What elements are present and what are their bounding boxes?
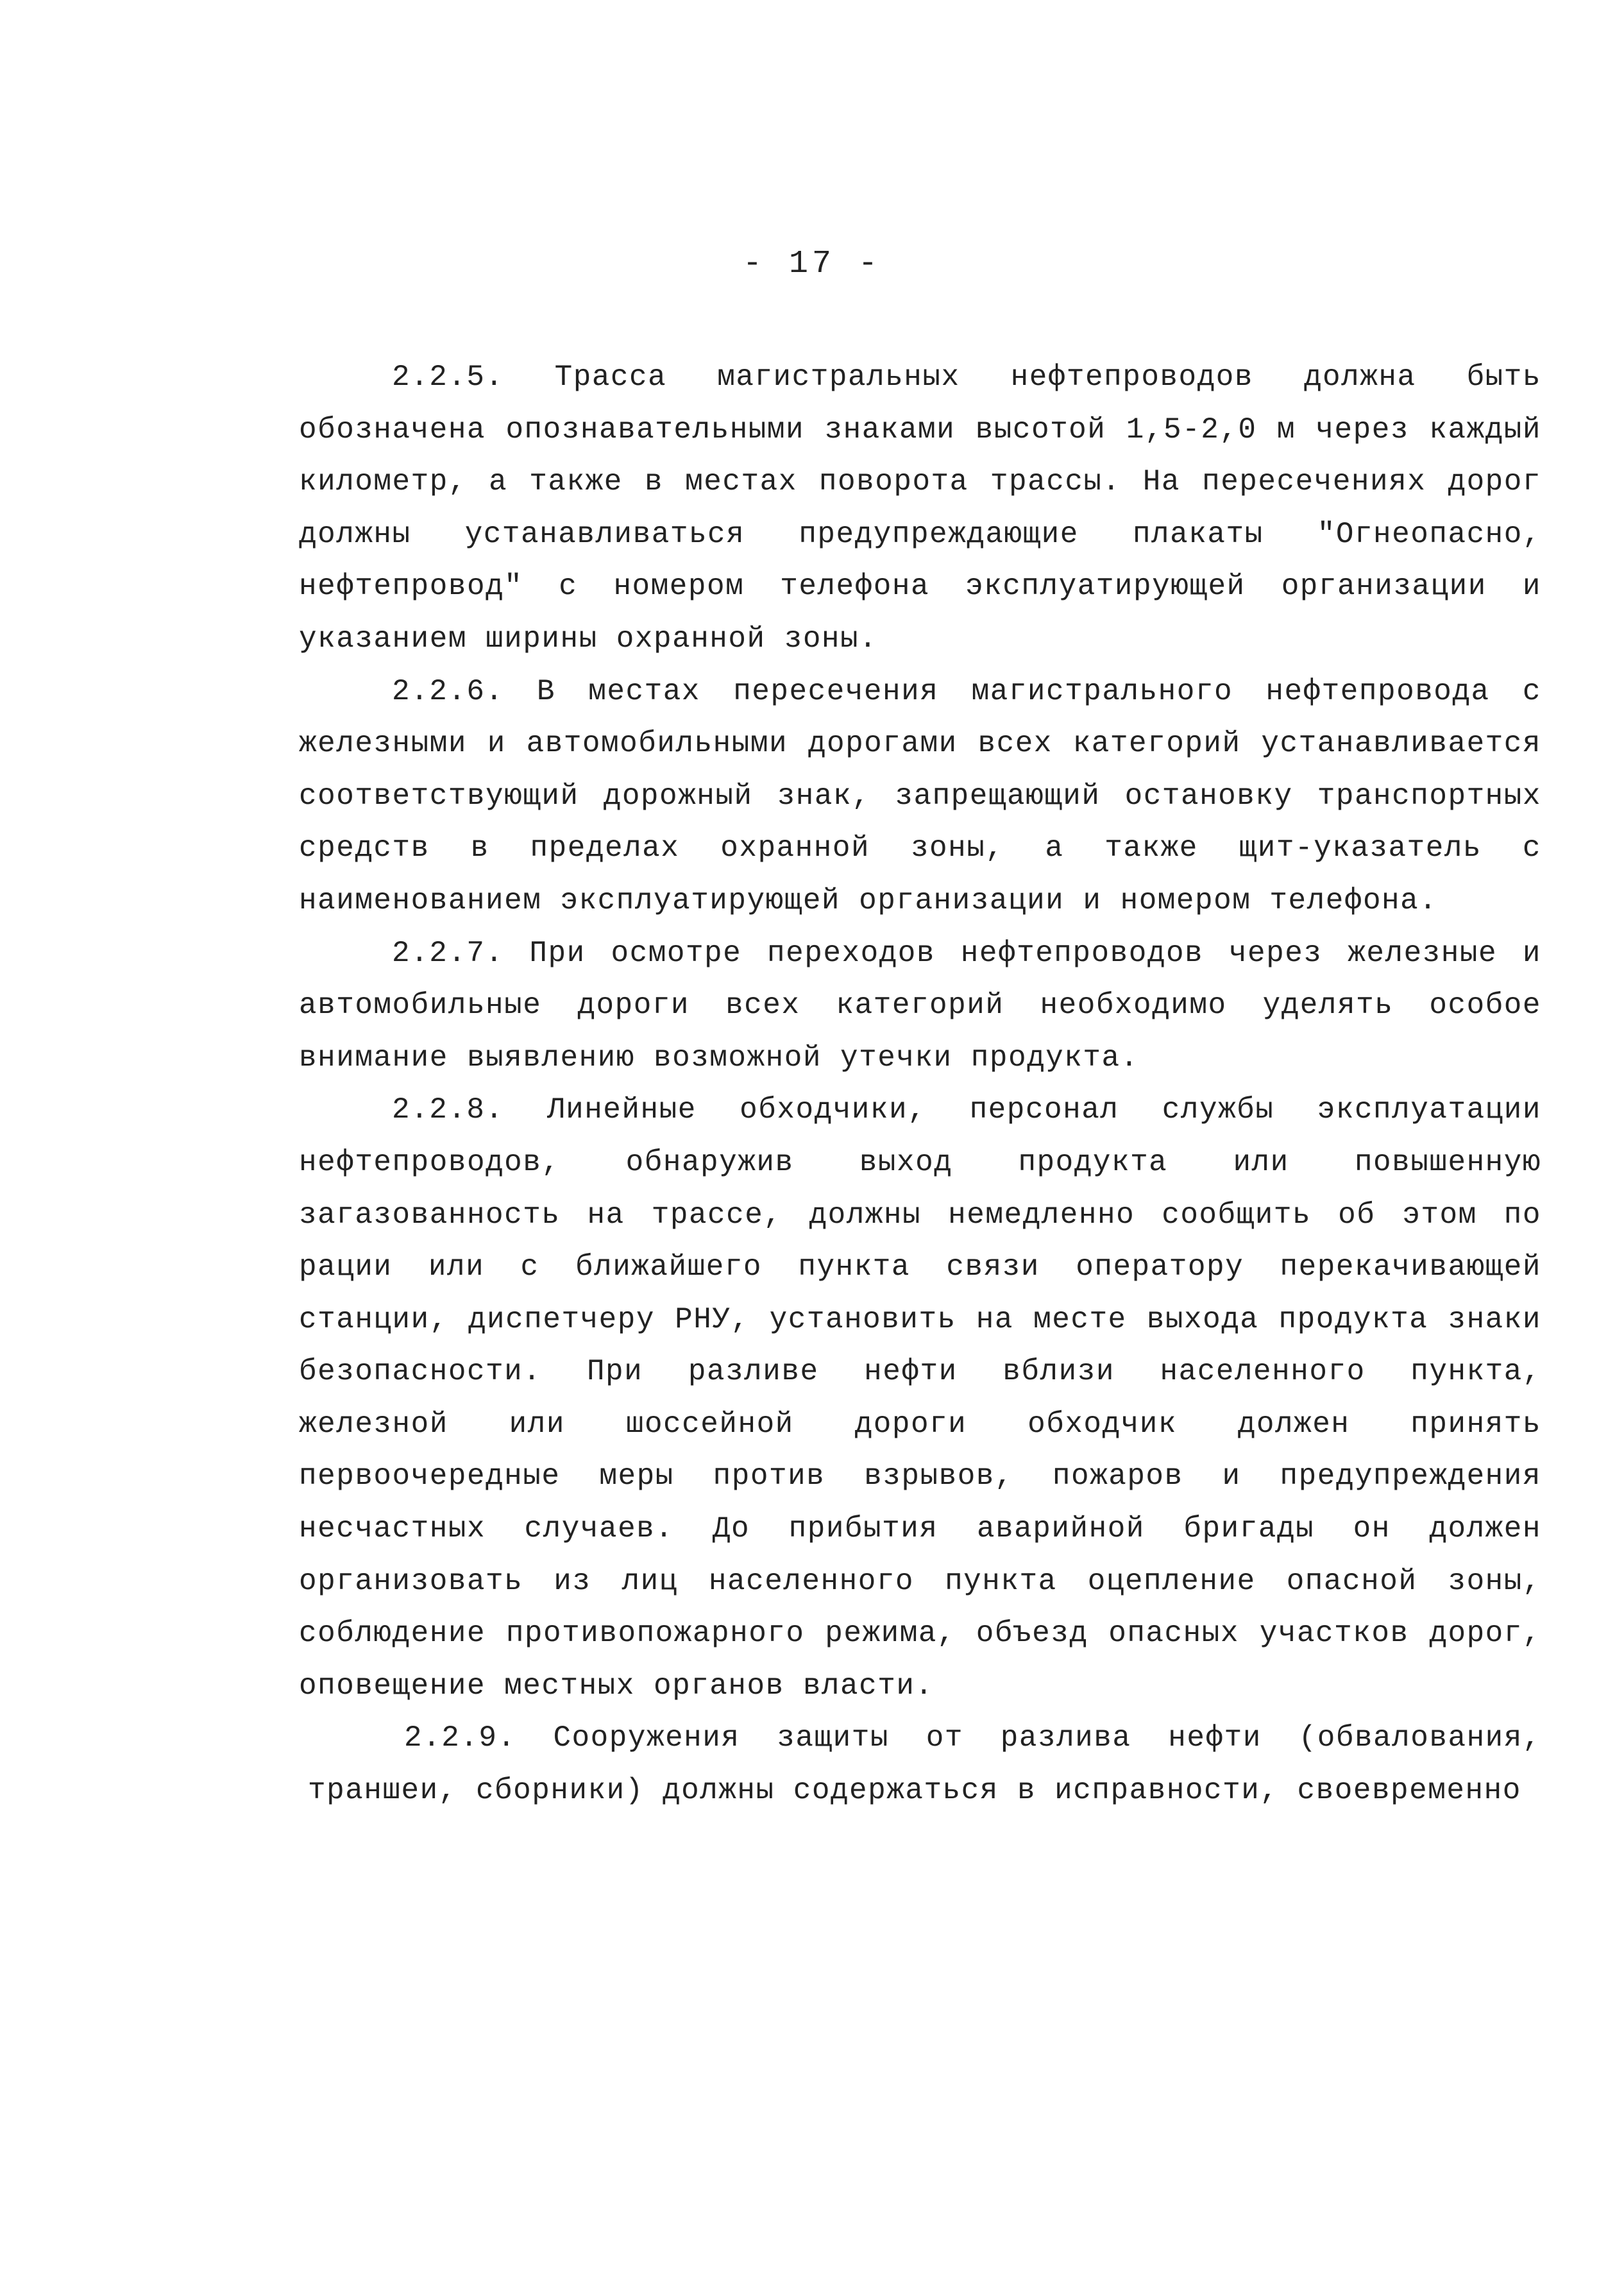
paragraph-2-2-8: 2.2.8. Линейные обходчики, персонал службы эксплуатации нефтепроводов, обнаружив выход продукта или повышенную загазованность на трассе, должны немедленно сообщить об этом по рации или с ближайшего пункта связи оператору перекачивающей станции, диспетчеру РНУ, установить на месте выхода продукта знаки безопасности. При разливе нефти вблизи населенного пункта, железной или шоссейной дороги обходчик должен принять первоочередные меры против взрывов, пожаров и предупреждения несчастных случаев. До прибытия аварийной бригады он должен организовать из лиц населенного пункта оцепление опасной зоны, соблюдение противопожарного режима, объезд опасных участков дорог, оповещение местных органов власти.: [299, 1093, 1541, 1703]
paragraph-2-2-7: 2.2.7. При осмотре переходов нефтепроводов через железные и автомобильные дороги всех категорий необходимо уделять особое внимание выявлению возможной утечки продукта.: [299, 936, 1541, 1075]
page-number: - 17 -: [742, 246, 882, 282]
document-body: [299, 352, 1541, 1818]
paragraph-2-2-5: 2.2.5. Трасса магистральных нефтепроводов должна быть обозначена опознавательными знаками высотой 1,5-2,0 м через каждый километр, а также в местах поворота трассы. На пересечениях дорог должны устанавливаться предупреждающие плакаты "Огнеопасно, нефтепровод" с номером телефона эксплуатирующей организации и указанием ширины охранной зоны.: [299, 361, 1541, 656]
paragraph-2-2-6: 2.2.6. В местах пересечения магистрального нефтепровода с железными и автомобильными дорогами всех категорий устанавливается соответствующий дорожный знак, запрещающий остановку транспортных средств в пределах охранной зоны, а также щит-указатель с наименованием эксплуатирующей организации и номером телефона.: [299, 674, 1541, 917]
paragraph-2-2-9: 2.2.9. Сооружения защиты от разлива нефти (обвалования, траншеи, сборники) должны содержаться в исправности, своевременно: [308, 1721, 1541, 1808]
